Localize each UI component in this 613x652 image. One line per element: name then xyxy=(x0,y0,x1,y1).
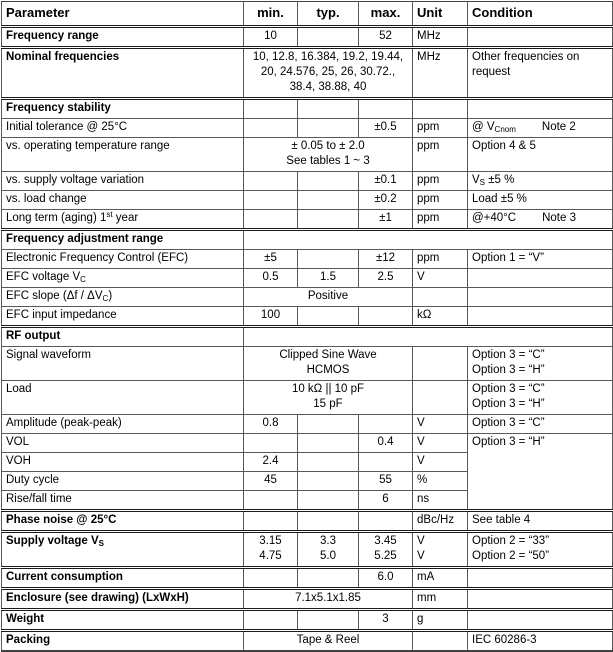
unit-cell xyxy=(413,99,468,119)
row-supply-voltage xyxy=(2,532,613,568)
max-cell: 55 xyxy=(359,472,413,491)
min-cell xyxy=(244,191,298,210)
typ-cell xyxy=(298,610,359,631)
typ-cell xyxy=(298,119,359,138)
unit-cell: V xyxy=(413,415,468,434)
param-cell: Weight xyxy=(2,610,244,631)
header-condition: Condition xyxy=(468,2,613,27)
row-enclosure xyxy=(2,589,613,610)
param-cell: vs. supply voltage variation xyxy=(2,172,244,191)
typ-cell xyxy=(298,453,359,472)
condition-cell xyxy=(468,589,613,610)
unit-cell: mA xyxy=(413,568,468,589)
condition-cell: Option 3 = “C” Option 3 = “H” xyxy=(468,347,613,381)
condition-cell xyxy=(468,27,613,48)
unit-cell: MHz xyxy=(413,27,468,48)
value-cell: 10 kΩ || 10 pF 15 pF xyxy=(244,381,413,415)
typ-cell: 3.3 5.0 xyxy=(298,532,359,568)
param-cell: VOH xyxy=(2,453,244,472)
typ-cell xyxy=(298,511,359,532)
unit-cell: mm xyxy=(413,589,468,610)
param-cell: Packing xyxy=(2,631,244,652)
param-cell: Duty cycle xyxy=(2,472,244,491)
max-cell: 6.0 xyxy=(359,568,413,589)
unit-cell xyxy=(413,381,468,415)
value-cell: 10, 12.8, 16.384, 19.2, 19.44, 20, 24.576, 25, 26, 30.72., 38.4, 38.88, 40 xyxy=(244,48,413,99)
row-vol xyxy=(2,434,613,453)
param-cell: Enclosure (see drawing) (LxWxH) xyxy=(2,589,244,610)
max-cell: ±0.2 xyxy=(359,191,413,210)
row-frequency-stability xyxy=(2,99,613,119)
min-cell: 10 xyxy=(244,27,298,48)
condition-cell: $V_S \pm 5$ % xyxy=(468,172,613,191)
row-rf-output xyxy=(2,327,613,347)
typ-cell xyxy=(298,27,359,48)
min-cell xyxy=(244,610,298,631)
param-cell: vs. load change xyxy=(2,191,244,210)
header-row xyxy=(2,2,613,27)
unit-cell: MHz xyxy=(413,48,468,99)
value-cell: ± 0.05 to ± 2.0 See tables 1 ~ 3 xyxy=(244,138,413,172)
param-cell: Initial tolerance @ 25°C xyxy=(2,119,244,138)
min-cell xyxy=(244,119,298,138)
unit-cell: V xyxy=(413,453,468,472)
unit-cell: ppm xyxy=(413,250,468,269)
row-phase-noise xyxy=(2,511,613,532)
condition-cell: @+40°C Note 3 xyxy=(468,210,613,230)
typ-cell xyxy=(298,210,359,230)
condition-cell xyxy=(468,307,613,327)
condition-cell: @ $V_{Cnom}$ Note 2 xyxy=(468,119,613,138)
max-cell: 52 xyxy=(359,27,413,48)
typ-cell xyxy=(298,415,359,434)
row-current-consumption xyxy=(2,568,613,589)
min-cell: 0.8 xyxy=(244,415,298,434)
typ-cell xyxy=(298,568,359,589)
min-cell xyxy=(244,511,298,532)
row-vs-load-change xyxy=(2,191,613,210)
max-cell xyxy=(359,415,413,434)
param-cell: Supply voltage $V_S$ xyxy=(2,532,244,568)
condition-cell: Option 4 & 5 xyxy=(468,138,613,172)
row-amplitude xyxy=(2,415,613,434)
param-cell: Amplitude (peak-peak) xyxy=(2,415,244,434)
row-frequency-adjustment-range xyxy=(2,230,613,250)
min-cell: 100 xyxy=(244,307,298,327)
max-cell xyxy=(359,307,413,327)
unit-cell: V V xyxy=(413,532,468,568)
min-cell: 0.5 xyxy=(244,269,298,288)
row-signal-waveform xyxy=(2,347,613,381)
param-cell: Frequency range xyxy=(2,27,244,48)
max-cell: ±1 xyxy=(359,210,413,230)
row-packing xyxy=(2,631,613,652)
empty-cell xyxy=(244,230,613,250)
typ-cell xyxy=(298,472,359,491)
value-cell: 7.1x5.1x1.85 xyxy=(244,589,413,610)
max-cell xyxy=(359,511,413,532)
unit-cell: % xyxy=(413,472,468,491)
typ-cell xyxy=(298,434,359,453)
value-cell: Tape & Reel xyxy=(244,631,413,652)
param-cell: Phase noise @ 25°C xyxy=(2,511,244,532)
row-frequency-range xyxy=(2,27,613,48)
unit-cell: ppm xyxy=(413,191,468,210)
unit-cell: ns xyxy=(413,491,468,511)
unit-cell: ppm xyxy=(413,138,468,172)
condition-cell xyxy=(468,99,613,119)
condition-cell xyxy=(468,568,613,589)
empty-cell xyxy=(244,327,613,347)
row-vs-operating-temperature xyxy=(2,138,613,172)
param-cell: Current consumption xyxy=(2,568,244,589)
typ-cell xyxy=(298,307,359,327)
condition-cell xyxy=(468,288,613,307)
row-weight xyxy=(2,610,613,631)
header-unit: Unit xyxy=(413,2,468,27)
condition-cell: Option 3 = “C” Option 3 = “H” xyxy=(468,381,613,415)
unit-cell xyxy=(413,288,468,307)
row-efc-input-impedance xyxy=(2,307,613,327)
row-vs-supply-voltage xyxy=(2,172,613,191)
typ-cell xyxy=(298,172,359,191)
unit-cell: ppm xyxy=(413,119,468,138)
condition-cell xyxy=(468,610,613,631)
min-cell xyxy=(244,172,298,191)
min-cell xyxy=(244,568,298,589)
max-cell: ±12 xyxy=(359,250,413,269)
min-cell xyxy=(244,210,298,230)
param-cell: VOL xyxy=(2,434,244,453)
typ-cell: 1.5 xyxy=(298,269,359,288)
max-cell: 2.5 xyxy=(359,269,413,288)
condition-cell: Load ±5 % xyxy=(468,191,613,210)
condition-cell: Option 1 = “V” xyxy=(468,250,613,269)
header-min: min. xyxy=(244,2,298,27)
unit-cell xyxy=(413,631,468,652)
condition-cell: See table 4 xyxy=(468,511,613,532)
min-cell xyxy=(244,99,298,119)
param-cell: Long term (aging) 1st year xyxy=(2,210,244,230)
row-efc-voltage xyxy=(2,269,613,288)
max-cell xyxy=(359,453,413,472)
param-cell: vs. operating temperature range xyxy=(2,138,244,172)
section-title: Frequency stability xyxy=(2,99,244,119)
condition-cell xyxy=(468,269,613,288)
unit-cell: g xyxy=(413,610,468,631)
param-cell: EFC voltage $V_C$ xyxy=(2,269,244,288)
max-cell: 3.45 5.25 xyxy=(359,532,413,568)
value-cell: Clipped Sine Wave HCMOS xyxy=(244,347,413,381)
condition-cell: Other frequencies on request xyxy=(468,48,613,99)
unit-cell: kΩ xyxy=(413,307,468,327)
min-cell xyxy=(244,434,298,453)
param-cell: Signal waveform xyxy=(2,347,244,381)
header-parameter: Parameter xyxy=(2,2,244,27)
condition-cell: Option 2 = “33” Option 2 = “50” xyxy=(468,532,613,568)
max-cell xyxy=(359,99,413,119)
param-cell: Nominal frequencies xyxy=(2,48,244,99)
header-typ: typ. xyxy=(298,2,359,27)
unit-cell: V xyxy=(413,434,468,453)
unit-cell: dBc/Hz xyxy=(413,511,468,532)
value-cell: Positive xyxy=(244,288,413,307)
min-cell: 3.15 4.75 xyxy=(244,532,298,568)
param-cell: EFC slope $(\Delta f / \Delta V_C)$ xyxy=(2,288,244,307)
param-cell: Rise/fall time xyxy=(2,491,244,511)
param-cell: EFC input impedance xyxy=(2,307,244,327)
max-cell: 6 xyxy=(359,491,413,511)
condition-cell: Option 3 = “C” xyxy=(468,415,613,434)
unit-cell: ppm xyxy=(413,172,468,191)
max-cell: ±0.5 xyxy=(359,119,413,138)
min-cell xyxy=(244,491,298,511)
max-cell: 3 xyxy=(359,610,413,631)
row-initial-tolerance xyxy=(2,119,613,138)
param-cell: Load xyxy=(2,381,244,415)
min-cell: 45 xyxy=(244,472,298,491)
row-efc-slope xyxy=(2,288,613,307)
min-cell: 2.4 xyxy=(244,453,298,472)
typ-cell xyxy=(298,99,359,119)
condition-cell: IEC 60286-3 xyxy=(468,631,613,652)
max-cell: 0.4 xyxy=(359,434,413,453)
unit-cell xyxy=(413,347,468,381)
row-efc xyxy=(2,250,613,269)
condition-cell: Option 3 = “H” xyxy=(468,434,613,511)
param-cell: Electronic Frequency Control (EFC) xyxy=(2,250,244,269)
section-title: Frequency adjustment range xyxy=(2,230,244,250)
typ-cell xyxy=(298,250,359,269)
parameter-table xyxy=(1,1,613,652)
row-nominal-frequencies xyxy=(2,48,613,99)
header-max: max. xyxy=(359,2,413,27)
section-title: RF output xyxy=(2,327,244,347)
unit-cell: ppm xyxy=(413,210,468,230)
typ-cell xyxy=(298,491,359,511)
unit-cell: V xyxy=(413,269,468,288)
typ-cell xyxy=(298,191,359,210)
max-cell: ±0.1 xyxy=(359,172,413,191)
min-cell: ±5 xyxy=(244,250,298,269)
row-long-term-aging xyxy=(2,210,613,230)
row-load xyxy=(2,381,613,415)
